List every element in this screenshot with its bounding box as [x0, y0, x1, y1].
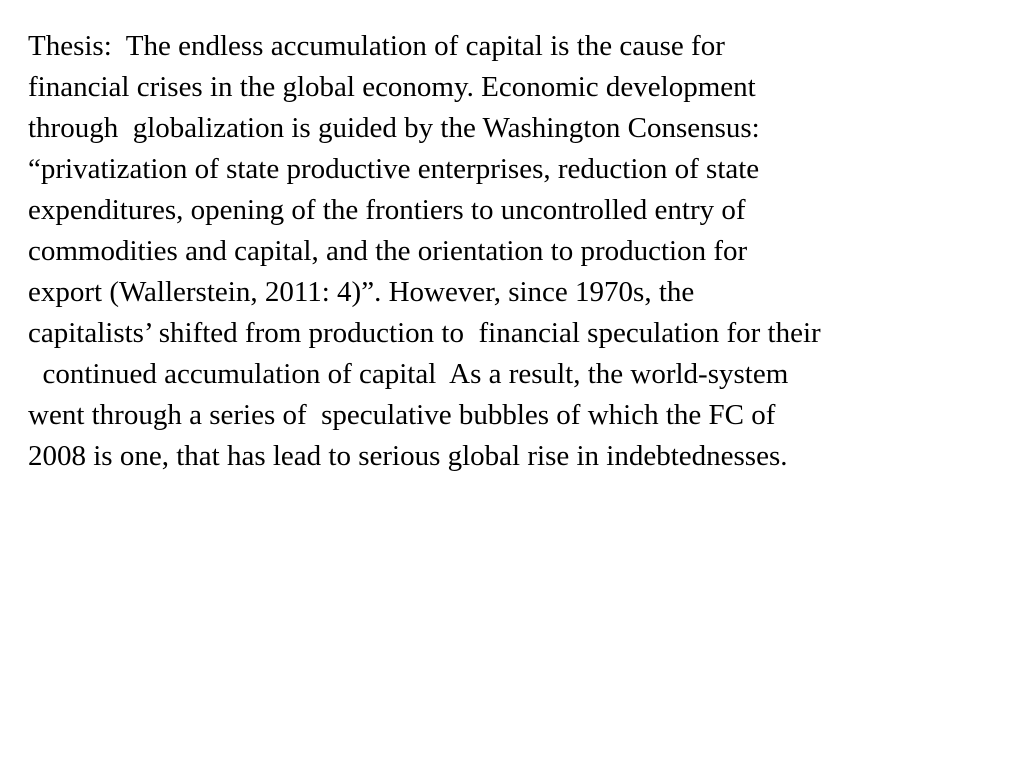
- paragraph-line-1: Thesis: The endless accumulation of capital is the cause for: [28, 30, 725, 62]
- paragraph-line-11: 2008 is one, that has lead to serious global rise in indebtednesses.: [28, 440, 788, 472]
- paragraph-line-6: commodities and capital, and the orientation to production for: [28, 235, 748, 267]
- paragraph-line-7: export (Wallerstein, 2011: 4)”. However, since 1970s, the: [28, 276, 695, 308]
- paragraph-line-2: financial crises in the global economy. Economic development: [28, 71, 756, 103]
- paragraph-line-9: continued accumulation of capital As a result, the world-system: [28, 358, 789, 390]
- paragraph-line-8: capitalists’ shifted from production to financial speculation for their: [28, 317, 821, 349]
- thesis-paragraph: [28, 26, 1008, 477]
- paragraph-line-5: expenditures, opening of the frontiers to uncontrolled entry of: [28, 194, 746, 226]
- paragraph-line-4: “privatization of state productive enterprises, reduction of state: [28, 153, 760, 185]
- paragraph-line-3: through globalization is guided by the Washington Consensus:: [28, 112, 760, 144]
- paragraph-line-10: went through a series of speculative bubbles of which the FC of: [28, 399, 776, 431]
